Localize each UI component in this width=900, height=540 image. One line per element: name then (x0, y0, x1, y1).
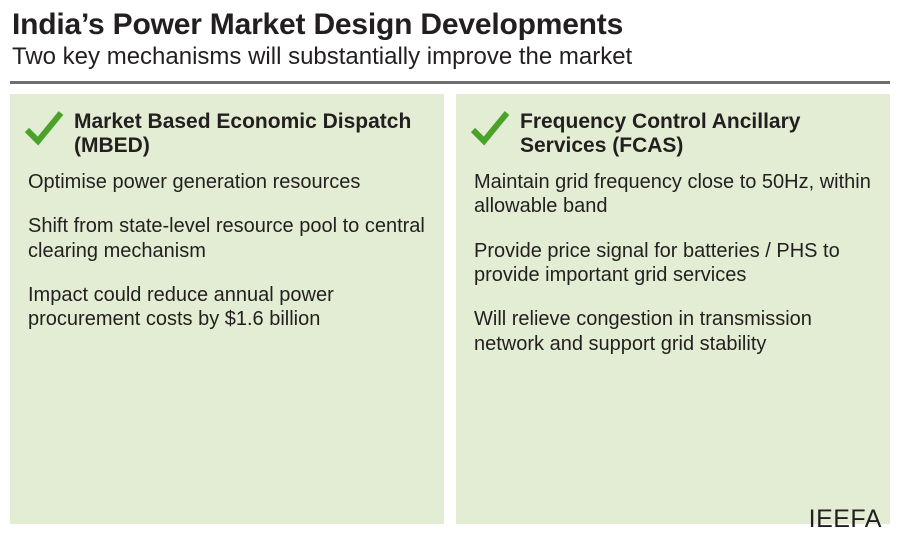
list-item: Will relieve congestion in transmission network and support grid stability (474, 308, 812, 355)
list-item: Maintain grid frequency close to 50Hz, within allowable band (474, 170, 871, 218)
page-title: India’s Power Market Design Developments (12, 8, 624, 41)
panel-mbed (10, 94, 444, 524)
check-mark-icon (24, 110, 64, 148)
panel-fcas-title: Frequency Control Ancillary Services (FCAS) (520, 109, 801, 157)
panel-fcas-header (470, 108, 876, 158)
list-item: Impact could reduce annual power procurement costs by $1.6 billion (28, 284, 334, 331)
list-item: Optimise power generation resources (28, 170, 361, 193)
list-item: Shift from state-level resource pool to central clearing mechanism (28, 215, 425, 262)
panel-mbed-title: Market Based Economic Dispatch (MBED) (74, 109, 412, 157)
page-subtitle: Two key mechanisms will substantially improve the market (12, 43, 633, 70)
list-item: Provide price signal for batteries / PHS to provide important grid services (474, 239, 840, 287)
source-label: IEEFA (808, 505, 882, 533)
panel-mbed-header (24, 108, 430, 158)
panel-fcas-bullets (470, 170, 876, 356)
panel-mbed-bullets (24, 170, 430, 332)
columns-container (10, 94, 890, 524)
panel-fcas (456, 94, 890, 524)
header-divider (10, 81, 890, 84)
check-mark-icon (470, 110, 510, 148)
